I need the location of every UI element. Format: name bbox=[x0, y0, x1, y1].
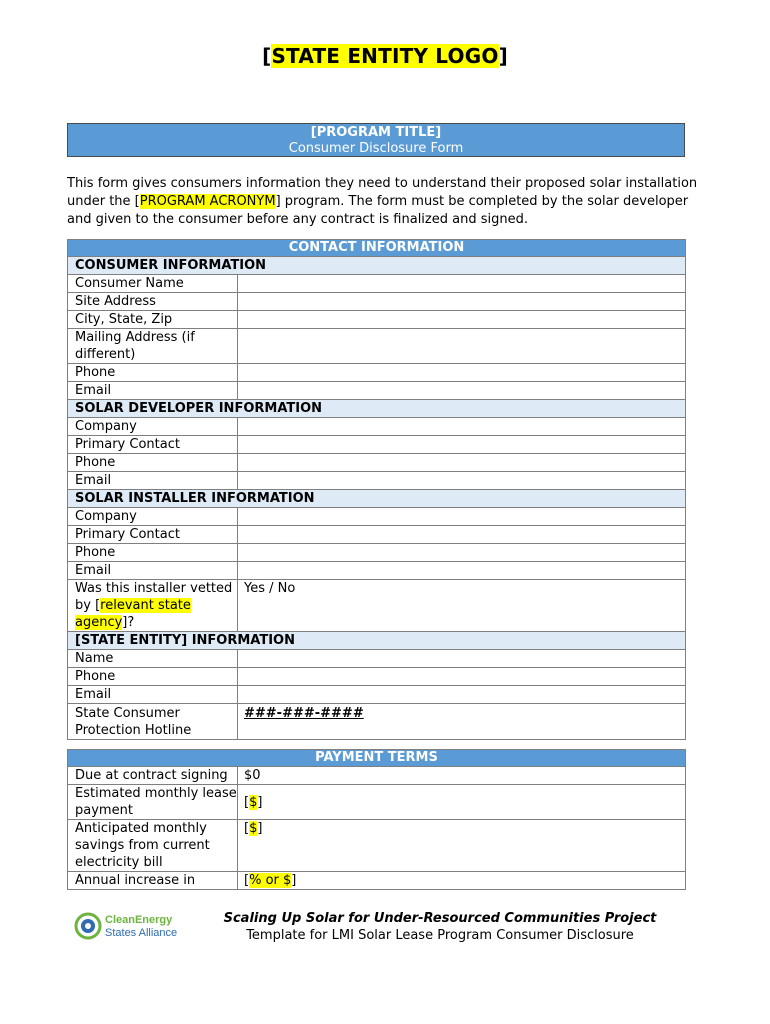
installer-vetted-field[interactable]: Yes / No bbox=[238, 580, 686, 632]
installer-company-field[interactable] bbox=[238, 508, 686, 526]
logo-text-line1: CleanEnergy bbox=[105, 914, 173, 926]
monthly-savings-field[interactable]: [$] bbox=[238, 820, 686, 872]
field-label: Primary Contact bbox=[68, 526, 238, 544]
developer-section-title: SOLAR DEVELOPER INFORMATION bbox=[68, 400, 686, 418]
consumer-email-field[interactable] bbox=[238, 382, 686, 400]
installer-contact-field[interactable] bbox=[238, 526, 686, 544]
footer-project-title: Scaling Up Solar for Under-Resourced Communities Project bbox=[223, 911, 657, 926]
monthly-lease-field[interactable]: [$] bbox=[238, 785, 686, 820]
payment-label: Annual increase in bbox=[68, 872, 238, 890]
logo-text-line2: States Alliance bbox=[105, 927, 178, 939]
payment-label: Anticipated monthly savings from current electricity bill bbox=[68, 820, 238, 872]
field-label: Email bbox=[68, 472, 238, 490]
field-label: Phone bbox=[68, 544, 238, 562]
installer-section-title: SOLAR INSTALLER INFORMATION bbox=[68, 490, 686, 508]
payment-label: Estimated monthly lease payment bbox=[68, 785, 238, 820]
developer-email-field[interactable] bbox=[238, 472, 686, 490]
field-label: Phone bbox=[68, 668, 238, 686]
city-state-zip-field[interactable] bbox=[238, 311, 686, 329]
field-label: Site Address bbox=[68, 293, 238, 311]
program-title: [PROGRAM TITLE] bbox=[310, 125, 442, 140]
relevant-agency-highlight: relevant state agency bbox=[75, 598, 191, 630]
logo-placeholder-title: [STATE ENTITY LOGO] bbox=[262, 44, 508, 68]
field-label: City, State, Zip bbox=[68, 311, 238, 329]
logo-placeholder-highlight: STATE ENTITY LOGO bbox=[271, 44, 499, 68]
mailing-address-field[interactable] bbox=[238, 329, 686, 364]
installer-email-field[interactable] bbox=[238, 562, 686, 580]
hotline-number: ###-###-#### bbox=[238, 704, 686, 740]
program-acronym-highlight: PROGRAM ACRONYM bbox=[139, 194, 276, 209]
field-label: Mailing Address (if different) bbox=[68, 329, 238, 364]
contact-header: CONTACT INFORMATION bbox=[68, 240, 686, 257]
hotline-label: State Consumer Protection Hotline bbox=[68, 704, 238, 740]
program-title-banner bbox=[67, 123, 685, 157]
due-at-signing-field[interactable]: $0 bbox=[238, 767, 686, 785]
payment-terms-table bbox=[67, 749, 686, 890]
field-label: Phone bbox=[68, 454, 238, 472]
contact-information-table bbox=[67, 239, 686, 740]
field-label: Company bbox=[68, 418, 238, 436]
annual-increase-field[interactable]: [% or $] bbox=[238, 872, 686, 890]
entity-name-field[interactable] bbox=[238, 650, 686, 668]
intro-paragraph: This form gives consumers information they need to understand their proposed solar installation under the [PROGRAM ACRONYM] program. The form must be completed by the solar developer and given to the consumer before any contract is finalized and signed. bbox=[67, 176, 698, 227]
installer-vetted-label: Was this installer vetted by [relevant state agency]? bbox=[68, 580, 238, 632]
developer-contact-field[interactable] bbox=[238, 436, 686, 454]
field-label: Email bbox=[68, 686, 238, 704]
field-label: Email bbox=[68, 382, 238, 400]
developer-company-field[interactable] bbox=[238, 418, 686, 436]
payment-label: Due at contract signing bbox=[68, 767, 238, 785]
consumer-name-field[interactable] bbox=[238, 275, 686, 293]
installer-phone-field[interactable] bbox=[238, 544, 686, 562]
entity-phone-field[interactable] bbox=[238, 668, 686, 686]
footer-text bbox=[220, 910, 660, 944]
entity-email-field[interactable] bbox=[238, 686, 686, 704]
footer-template-name: Template for LMI Solar Lease Program Consumer Disclosure bbox=[246, 928, 634, 943]
clean-energy-states-alliance-logo bbox=[73, 909, 195, 943]
payment-header: PAYMENT TERMS bbox=[68, 750, 686, 767]
consumer-section-title: CONSUMER INFORMATION bbox=[68, 257, 686, 275]
entity-section-title: [STATE ENTITY] INFORMATION bbox=[68, 632, 686, 650]
field-label: Consumer Name bbox=[68, 275, 238, 293]
field-label: Primary Contact bbox=[68, 436, 238, 454]
field-label: Email bbox=[68, 562, 238, 580]
site-address-field[interactable] bbox=[238, 293, 686, 311]
form-name: Consumer Disclosure Form bbox=[288, 141, 464, 156]
field-label: Phone bbox=[68, 364, 238, 382]
developer-phone-field[interactable] bbox=[238, 454, 686, 472]
field-label: Company bbox=[68, 508, 238, 526]
field-label: Name bbox=[68, 650, 238, 668]
consumer-phone-field[interactable] bbox=[238, 364, 686, 382]
